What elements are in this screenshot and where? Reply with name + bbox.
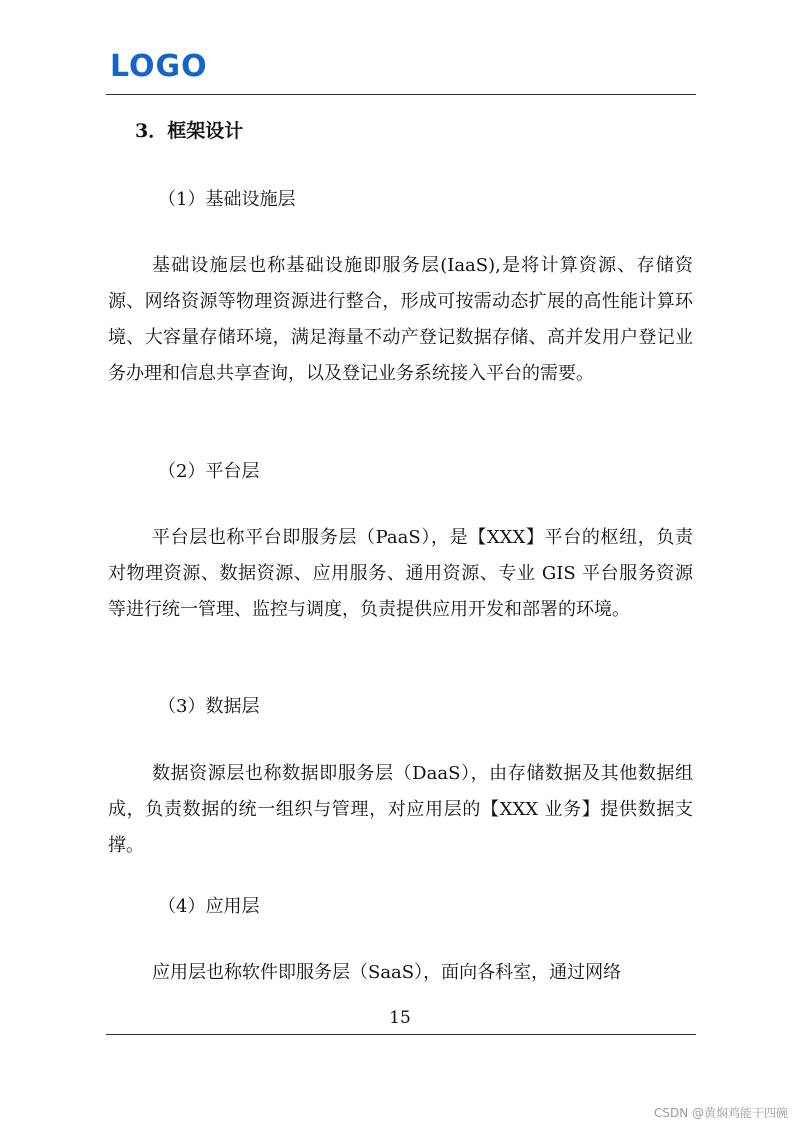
subsection-paragraph-2: 平台层也称平台即服务层（PaaS），是【XXX】平台的枢纽，负责对物理资源、数据资源、应用服务、通用资源、专业 GIS 平台服务资源等进行统一管理、监控与调度，负责提供应用开发和部署的环境。 (108, 527, 693, 620)
logo: LOGO (110, 49, 208, 84)
subsection-heading-1: （1）基础设施层 (158, 189, 296, 210)
section-title: 3．框架设计 (135, 120, 244, 142)
subsection-heading-4: （4）应用层 (158, 896, 260, 917)
page-number: 15 (389, 1008, 411, 1028)
footer-divider (106, 1034, 696, 1035)
subsection-paragraph-4: 应用层也称软件即服务层（SaaS），面向各科室，通过网络 (152, 962, 622, 983)
watermark: CSDN @黄焖鸡能干四碗 (653, 1106, 788, 1120)
subsection-heading-2: （2）平台层 (158, 461, 260, 482)
subsection-heading-3: （3）数据层 (158, 696, 260, 717)
header-divider (106, 94, 696, 95)
subsection-paragraph-3: 数据资源层也称数据即服务层（DaaS），由存储数据及其他数据组成，负责数据的统一组织与管理，对应用层的【XXX 业务】提供数据支撑。 (108, 763, 693, 856)
subsection-paragraph-1: 基础设施层也称基础设施即服务层(IaaS),是将计算资源、存储资源、网络资源等物理资源进行整合，形成可按需动态扩展的高性能计算环境、大容量存储环境，满足海量不动产登记数据存储、高并发用户登记业务办理和信息共享查询，以及登记业务系统接入平台的需要。 (108, 255, 693, 384)
